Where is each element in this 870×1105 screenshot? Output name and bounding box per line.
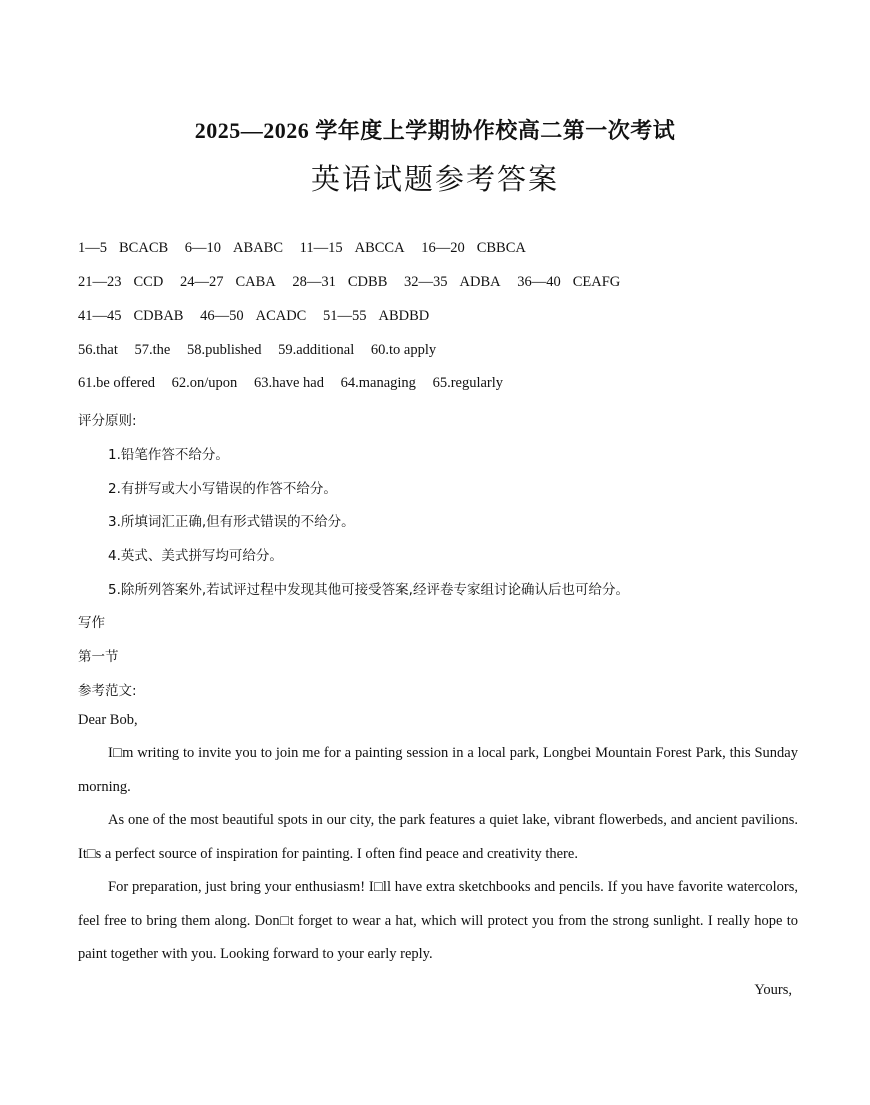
answer-keys: CABA (235, 274, 276, 290)
answer-row-1 (78, 240, 539, 257)
answer-keys: ADBA (459, 274, 501, 290)
letter-paragraph (78, 804, 798, 871)
answer-range: 32—35 (404, 274, 448, 290)
scoring-rule: 5.除所列答案外,若试评过程中发现其他可接受答案,经评卷专家组讨论确认后也可给分。 (108, 582, 629, 598)
answer-keys: ACADC (255, 308, 307, 324)
answer-range: 21—23 (78, 274, 122, 290)
section-heading: 第一节 (78, 649, 119, 665)
letter-paragraph (78, 737, 798, 804)
letter-paragraph (78, 871, 798, 972)
answer-item: 58.published (186, 342, 262, 358)
answer-keys: CCD (133, 274, 164, 290)
answer-key-title: 英语试题参考答案 (310, 164, 559, 196)
letter-salutation: Dear Bob, (78, 712, 138, 728)
answer-range: 11—15 (299, 240, 343, 256)
scoring-rule: 4.英式、美式拼写均可给分。 (108, 548, 283, 564)
answer-keys: CDBAB (133, 308, 184, 324)
scoring-heading: 评分原则: (78, 413, 137, 429)
answer-keys: CBBCA (476, 240, 526, 256)
answer-item: 65.regularly (432, 375, 504, 391)
answer-range: 1—5 (78, 240, 107, 256)
answer-range: 41—45 (78, 308, 122, 324)
answer-range: 28—31 (292, 274, 336, 290)
answer-item: 59.additional (278, 342, 355, 358)
writing-heading: 写作 (78, 615, 105, 631)
answer-row-4 (78, 342, 449, 359)
letter-paragraph-text: For preparation, just bring your enthusiasm! I□ll have extra sketchbooks and pencils. If you have favorite watercolors, feel free to bring them along. Don□t forget to wear a hat, which will protect you from the strong sunlight. I really hope to paint together with you. Looking forward to your early reply. (78, 879, 798, 962)
scoring-rule: 1.铅笔作答不给分。 (108, 447, 229, 463)
answer-row-3 (78, 308, 442, 325)
answer-keys: ABABC (233, 240, 284, 256)
answer-row-5 (78, 375, 516, 392)
letter-paragraph-text: As one of the most beautiful spots in our city, the park features a quiet lake, vibrant flowerbeds, and ancient pavilions. It□s a perfect source of inspiration for painting. I often find peace and creativity there. (78, 812, 798, 862)
letter-closing: Yours, (754, 982, 792, 998)
answer-item: 64.managing (340, 375, 416, 391)
letter-paragraph-text: I□m writing to invite you to join me for a painting session in a local park, Longbei Mountain Forest Park, this Sunday morning. (78, 745, 798, 795)
answer-item: 56.that (78, 342, 118, 358)
exam-title: 2025—2026 学年度上学期协作校高二第一次考试 (194, 118, 676, 143)
answer-range: 16—20 (421, 240, 465, 256)
answer-row-2 (78, 274, 633, 291)
answer-keys: CEAFG (572, 274, 621, 290)
answer-range: 51—55 (322, 308, 367, 324)
answer-keys: BCACB (119, 240, 169, 256)
answer-keys: ABCCA (354, 240, 405, 256)
answer-item: 57.the (134, 342, 171, 358)
answer-item: 60.to apply (370, 342, 437, 358)
scoring-rule: 3.所填词汇正确,但有形式错误的不给分。 (108, 514, 355, 530)
answer-range: 46—50 (200, 308, 244, 324)
answer-item: 63.have had (253, 375, 324, 391)
answer-item: 61.be offered (78, 375, 156, 391)
answer-keys: ABDBD (378, 308, 430, 324)
answer-item: 62.on/upon (171, 375, 238, 391)
sample-essay-label: 参考范文: (78, 683, 137, 699)
answer-range: 24—27 (179, 274, 224, 290)
answer-keys: CDBB (347, 274, 388, 290)
scoring-rule: 2.有拼写或大小写错误的作答不给分。 (108, 481, 337, 497)
answer-range: 6—10 (184, 240, 222, 256)
answer-range: 36—40 (517, 274, 561, 290)
